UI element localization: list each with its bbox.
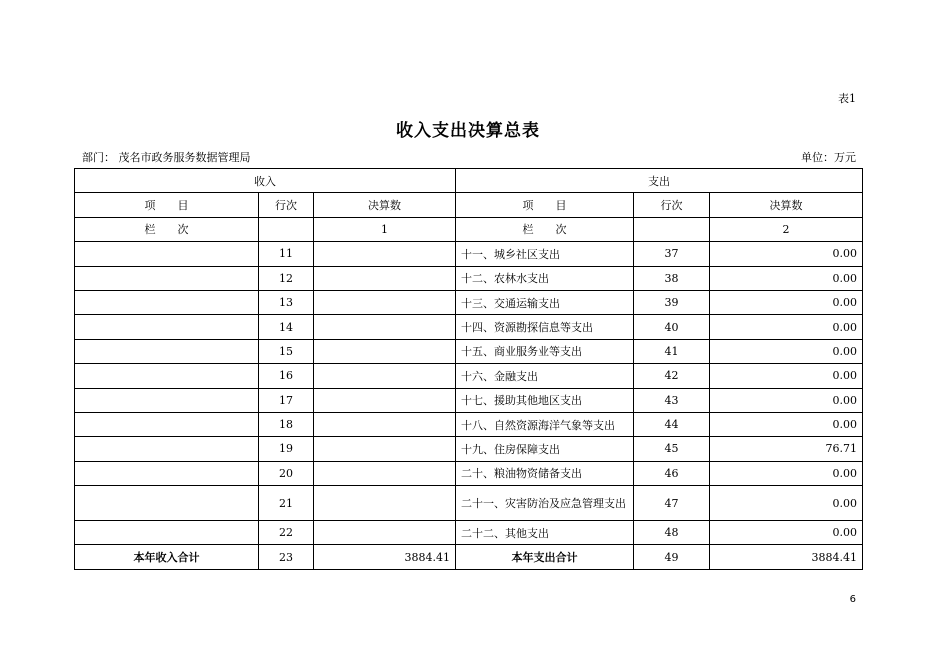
income-item-cell [75, 242, 259, 266]
expense-total-line: 49 [634, 545, 710, 569]
income-item-cell [75, 388, 259, 412]
expense-amount-cell: 0.00 [710, 242, 863, 266]
income-amount-cell [314, 461, 456, 485]
income-item-cell [75, 521, 259, 545]
income-line-cell: 20 [259, 461, 314, 485]
table-row [75, 461, 863, 485]
income-amount-cell [314, 242, 456, 266]
table-row [75, 242, 863, 266]
income-column-number: 1 [314, 217, 456, 241]
income-column-label: 栏 次 [75, 217, 259, 241]
expense-item-cell: 十七、援助其他地区支出 [456, 388, 634, 412]
table-row [75, 364, 863, 388]
income-total-amount: 3884.41 [314, 545, 456, 569]
income-line-blank [259, 217, 314, 241]
income-total-label: 本年收入合计 [75, 545, 259, 569]
income-amount-cell [314, 290, 456, 314]
expense-item-cell: 十五、商业服务业等支出 [456, 339, 634, 363]
table-row [75, 388, 863, 412]
expense-item-cell: 十一、城乡社区支出 [456, 242, 634, 266]
expense-total-label: 本年支出合计 [456, 545, 634, 569]
expense-line-cell: 45 [634, 437, 710, 461]
expense-column-number: 2 [710, 217, 863, 241]
income-line-cell: 12 [259, 266, 314, 290]
income-section-header: 收入 [75, 169, 456, 193]
expense-line-cell: 48 [634, 521, 710, 545]
income-amount-header: 决算数 [314, 193, 456, 217]
income-line-cell: 16 [259, 364, 314, 388]
income-amount-cell [314, 266, 456, 290]
income-amount-cell [314, 521, 456, 545]
income-item-cell [75, 364, 259, 388]
expense-item-cell: 十二、农林水支出 [456, 266, 634, 290]
page-number: 6 [849, 594, 856, 605]
income-line-cell: 21 [259, 486, 314, 521]
department-label: 部门： 茂名市政务服务数据管理局 [82, 151, 251, 164]
expense-line-cell: 46 [634, 461, 710, 485]
expense-item-cell: 十六、金融支出 [456, 364, 634, 388]
expense-amount-cell: 0.00 [710, 364, 863, 388]
expense-amount-cell: 0.00 [710, 521, 863, 545]
expense-amount-header: 决算数 [710, 193, 863, 217]
expense-section-header: 支出 [456, 169, 863, 193]
income-item-header: 项 目 [75, 193, 259, 217]
total-row [75, 545, 863, 569]
page-title: 收入支出决算总表 [396, 121, 540, 141]
income-amount-cell [314, 486, 456, 521]
table-row [75, 437, 863, 461]
income-line-cell: 18 [259, 412, 314, 436]
expense-line-header: 行次 [634, 193, 710, 217]
expense-item-cell: 二十二、其他支出 [456, 521, 634, 545]
income-total-line: 23 [259, 545, 314, 569]
income-item-cell [75, 315, 259, 339]
expense-line-cell: 40 [634, 315, 710, 339]
income-item-cell [75, 486, 259, 521]
column-header-row [75, 193, 863, 217]
column-number-row [75, 217, 863, 241]
expense-amount-cell: 0.00 [710, 412, 863, 436]
income-amount-cell [314, 412, 456, 436]
income-amount-cell [314, 364, 456, 388]
expense-amount-cell: 0.00 [710, 315, 863, 339]
expense-line-cell: 47 [634, 486, 710, 521]
expense-item-cell: 十四、资源勘探信息等支出 [456, 315, 634, 339]
expense-amount-cell: 0.00 [710, 339, 863, 363]
section-header-row [75, 169, 863, 193]
income-item-cell [75, 290, 259, 314]
table-row [75, 412, 863, 436]
income-line-cell: 11 [259, 242, 314, 266]
table-row [75, 315, 863, 339]
expense-amount-cell: 0.00 [710, 486, 863, 521]
income-line-cell: 13 [259, 290, 314, 314]
income-item-cell [75, 412, 259, 436]
expense-line-cell: 37 [634, 242, 710, 266]
income-expense-table [74, 168, 863, 570]
income-item-cell [75, 437, 259, 461]
income-line-cell: 22 [259, 521, 314, 545]
unit-label: 单位：万元 [801, 151, 856, 164]
income-amount-cell [314, 315, 456, 339]
table-row [75, 521, 863, 545]
expense-amount-cell: 0.00 [710, 266, 863, 290]
expense-item-cell: 十三、交通运输支出 [456, 290, 634, 314]
expense-line-cell: 43 [634, 388, 710, 412]
expense-amount-cell: 76.71 [710, 437, 863, 461]
expense-amount-cell: 0.00 [710, 290, 863, 314]
expense-amount-cell: 0.00 [710, 461, 863, 485]
expense-line-cell: 41 [634, 339, 710, 363]
table-row [75, 339, 863, 363]
income-line-header: 行次 [259, 193, 314, 217]
table-row [75, 290, 863, 314]
expense-column-label: 栏 次 [456, 217, 634, 241]
income-line-cell: 19 [259, 437, 314, 461]
income-amount-cell [314, 339, 456, 363]
income-line-cell: 14 [259, 315, 314, 339]
expense-total-amount: 3884.41 [710, 545, 863, 569]
income-amount-cell [314, 388, 456, 412]
table-row [75, 266, 863, 290]
expense-item-cell: 十八、自然资源海洋气象等支出 [456, 412, 634, 436]
income-item-cell [75, 266, 259, 290]
expense-line-cell: 44 [634, 412, 710, 436]
expense-line-cell: 38 [634, 266, 710, 290]
income-item-cell [75, 339, 259, 363]
income-line-cell: 15 [259, 339, 314, 363]
expense-amount-cell: 0.00 [710, 388, 863, 412]
expense-line-cell: 42 [634, 364, 710, 388]
expense-line-blank [634, 217, 710, 241]
expense-item-cell: 二十一、灾害防治及应急管理支出 [456, 486, 634, 521]
income-item-cell [75, 461, 259, 485]
expense-item-cell: 二十、粮油物资储备支出 [456, 461, 634, 485]
income-line-cell: 17 [259, 388, 314, 412]
table-row [75, 486, 863, 521]
expense-item-cell: 十九、住房保障支出 [456, 437, 634, 461]
table-number-label: 表1 [838, 92, 856, 105]
expense-line-cell: 39 [634, 290, 710, 314]
income-amount-cell [314, 437, 456, 461]
expense-item-header: 项 目 [456, 193, 634, 217]
